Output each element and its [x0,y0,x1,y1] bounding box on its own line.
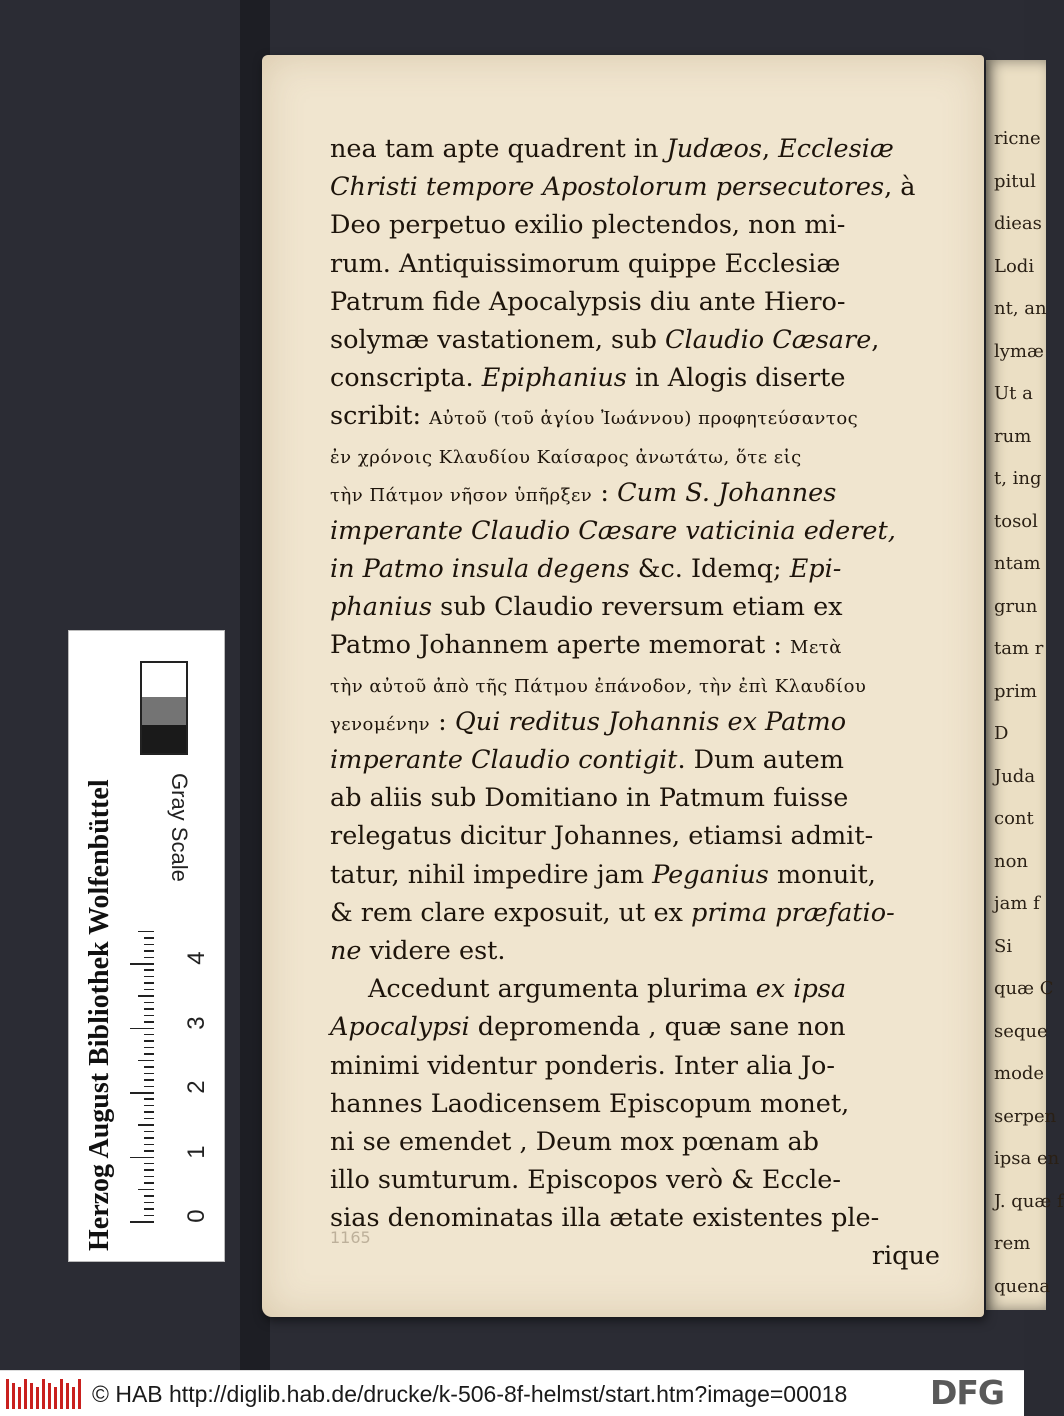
ruler-tick [138,1060,154,1062]
roman-text: Deo perpetuo exilio plectendos, non mi- [330,210,846,241]
text-line [330,321,940,359]
italic-text: Ecclesiæ [778,134,894,164]
gray-scale-label: Gray Scale [167,773,192,882]
text-line [330,665,940,703]
text-line [330,894,940,932]
ruler-tick [144,1047,154,1049]
ruler-tick [144,1176,154,1178]
roman-text: . Dum autem [677,745,844,775]
ruler-tick [144,1144,154,1146]
ruler-tick [144,950,154,952]
black-swatch [140,725,188,755]
next-page-fragment: ipsa en [994,1148,1060,1169]
italic-text: Peganius [652,859,769,890]
roman-text: hannes Laodicensem Episcopum monet, [330,1088,850,1119]
ruler-tick [144,1169,154,1171]
italic-text: Judæos [666,134,762,164]
greek-text: τὴν Πάτμον νῆσον ὑπῆρξεν [330,484,593,506]
text-line [330,856,940,894]
ruler-tick [144,1040,154,1042]
next-page-fragment: lymæ [994,340,1044,362]
text-line [330,1008,940,1046]
roman-text: : [592,477,618,508]
text-line [330,779,940,817]
next-page-fragment: J. quæ f [994,1190,1064,1212]
roman-text: conscripta. [330,363,482,394]
ruler-tick [144,969,154,971]
text-line [330,397,940,435]
ruler-tick [144,1015,154,1017]
text-line [330,474,940,512]
ruler-tick [144,1034,154,1036]
roman-text: minimi videntur ponderis. Inter alia Jo- [330,1050,836,1081]
ruler-tick [138,931,154,933]
roman-text: depromenda , quæ sane non [469,1012,846,1043]
text-line [330,130,940,168]
text-line [330,168,940,206]
next-page-fragment: rum [994,425,1032,447]
next-page-fragment: Lodi [994,255,1035,277]
italic-text: Cum S. Johannes [617,477,837,508]
ruler-tick [130,1092,154,1094]
ruler-tick [144,989,154,991]
ruler-tick [144,1098,154,1100]
roman-text: videre est. [361,935,506,966]
italic-text: ex ipsa [755,974,847,1005]
ruler-tick [144,1002,154,1004]
text-line [330,359,940,397]
greek-text: γενομένην [330,713,431,735]
italic-text: phanius [330,592,433,623]
roman-text: Patrum fide Apocalypsis diu ante Hiero- [330,286,846,317]
ruler-tick [144,1073,154,1075]
text-line [330,817,940,855]
ruler-tick [144,1202,154,1204]
roman-text: sias denominatas illa ætate existentes ple- [330,1203,880,1234]
white-swatch [140,661,188,697]
italic-text: imperante Claudio Cæsare vaticinia ederet, [330,515,896,546]
library-name: Herzog August Bibliothek Wolfenbüttel [84,779,115,1251]
roman-text: , [871,324,880,355]
roman-text: solymæ vastationem, sub [330,324,665,355]
italic-text: prima præfatio- [691,897,895,928]
next-page-fragment: cont [994,808,1034,829]
text-line [330,588,940,626]
ruler-tick [144,957,154,959]
italic-text: Qui reditus Johannis ex Patmo [454,706,847,737]
next-page-fragment: Juda [994,765,1036,787]
footer-copyright-url[interactable]: © HAB http://diglib.hab.de/drucke/k-506-8f-helmst/start.htm?image=00018 [92,1381,848,1407]
ruler [124,931,224,1231]
italic-text: Claudio Cæsare [665,324,872,355]
ruler-tick [144,1195,154,1197]
text-line [330,245,940,283]
ruler-tick [144,1066,154,1068]
ruler-tick [144,1008,154,1010]
next-page-fragment: dieas [994,213,1042,234]
greek-text: τὴν αὐτοῦ ἀπὸ τῆς Πάτμου ἐπάνοδον, τὴν ἐπὶ Κλαυδίου [330,675,867,697]
roman-text: illo sumturum. Episcopos verò & Eccle- [330,1165,841,1196]
roman-text: : [430,706,455,737]
roman-text: ab aliis sub Domitiano in Patmum fuisse [330,783,849,814]
roman-text: tatur, nihil impedire jam [330,859,653,890]
italic-text: Epiphanius [481,363,627,394]
roman-text: , à [884,172,916,203]
next-page-fragment: jam f [994,893,1040,914]
roman-text: rum. Antiquissimorum quippe Ecclesiæ [330,248,841,279]
next-page-fragment: seque [994,1020,1048,1042]
ruler-tick [144,937,154,939]
ruler-number: 3 [183,1015,210,1030]
ruler-tick [130,1157,154,1159]
ruler-tick [144,1208,154,1210]
ruler-tick [144,976,154,978]
roman-text: sub Claudio reversum etiam ex [432,592,843,623]
roman-text: nea tam apte quadrent in [330,134,667,164]
text-line [330,1123,940,1161]
ruler-tick [130,1028,154,1030]
roman-text: scribit: [330,401,430,432]
roman-text: , [761,134,779,164]
ruler-tick [130,1221,154,1223]
italic-text: Apocalypsi [330,1012,470,1043]
ruler-tick [130,963,154,965]
next-page-fragment: serpen [994,1105,1057,1127]
italic-text: imperante Claudio contigit [330,745,678,775]
text-line [330,283,940,321]
next-page-fragment: Ut a [994,383,1033,404]
ruler-tick [144,1105,154,1107]
roman-text: Patmo Johannem aperte memorat : [330,630,791,661]
ruler-tick [144,1079,154,1081]
next-page-fragment: grun [994,595,1038,617]
text-line [330,206,940,244]
ruler-tick [144,944,154,946]
next-page-fragment: prim [994,680,1037,702]
next-page-edge [986,60,1064,1310]
text-line [330,932,940,970]
text-line [330,970,940,1008]
ruler-tick [138,995,154,997]
next-page-fragment: Si [994,935,1013,957]
ruler-number: 4 [183,951,210,965]
italic-text: ne [330,935,362,966]
text-line [330,1047,940,1085]
page-text-block [330,130,940,1276]
roman-text: relegatus dicitur Johannes, etiamsi admit- [330,821,874,852]
next-page-fragment: tosol [994,510,1038,532]
catchword: rique [871,1241,940,1272]
ruler-tick [144,1021,154,1023]
hab-logo-icon [6,1379,84,1409]
color-scale-card [68,630,225,1262]
next-page-fragment: tam r [994,638,1044,659]
next-page-fragment: pitul [994,170,1036,192]
text-line [330,512,940,550]
next-page-fragment: rem [994,1233,1031,1254]
ruler-number: 0 [183,1209,210,1223]
next-page-fragment: ricne [994,128,1041,149]
next-page-fragment: ntam [994,553,1041,574]
roman-text: in Alogis diserte [626,363,846,394]
ruler-tick [144,982,154,984]
next-page-fragment: quena [994,1275,1051,1297]
dfg-logo: DFG [930,1373,1005,1412]
greek-text: ἐν χρόνοις Κλαυδίου Καίσαρος ἀνωτάτω, ὅτε εἰς [330,446,802,468]
text-line [330,550,940,588]
ruler-tick [144,1053,154,1055]
footer-bar [0,1370,1024,1416]
text-line [330,436,940,474]
next-page-fragment: nt, an [994,298,1047,319]
ruler-tick [144,1215,154,1217]
greek-text: Αὐτοῦ (τοῦ ἁγίου Ἰωάννου) προφητεύσαντος [429,408,859,430]
ruler-tick [144,1163,154,1165]
roman-text: ni se emendet , Deum mox pœnam ab [330,1126,819,1157]
ruler-tick [144,1150,154,1152]
ruler-tick [144,1086,154,1088]
roman-text: Accedunt argumenta plurima [368,974,756,1005]
ruler-tick [144,1111,154,1113]
gray-swatch [140,697,188,725]
text-line [330,1085,940,1123]
ruler-tick [138,1189,154,1191]
roman-text: monuit, [768,859,876,890]
text-line [330,741,940,779]
roman-text: &c. Idemq; [629,554,790,585]
text-line [330,703,940,741]
roman-text: & rem clare exposuit, ut ex [330,897,692,928]
ruler-number: 2 [183,1080,210,1094]
next-page-fragment: D [994,723,1009,744]
italic-text: in Patmo insula degens [330,554,630,585]
ruler-number: 1 [183,1144,210,1159]
next-page-fragment: mode [994,1063,1045,1084]
ruler-tick [144,1182,154,1184]
greek-text: Μετὰ [790,637,842,659]
ruler-tick [144,1131,154,1133]
italic-text: Christi tempore Apostolorum persecutores [330,172,885,203]
ruler-tick [144,1137,154,1139]
text-line [330,1199,940,1237]
next-page-fragment: quæ C [994,978,1054,999]
text-line [330,626,940,664]
text-line [330,1161,940,1199]
next-page-fragment: t, ing [994,468,1042,489]
ruler-tick [138,1124,154,1126]
ruler-tick [144,1118,154,1120]
next-page-fragment: non [994,850,1029,872]
italic-text: Epi- [789,554,842,585]
signature-mark: 1165 [330,1228,371,1247]
